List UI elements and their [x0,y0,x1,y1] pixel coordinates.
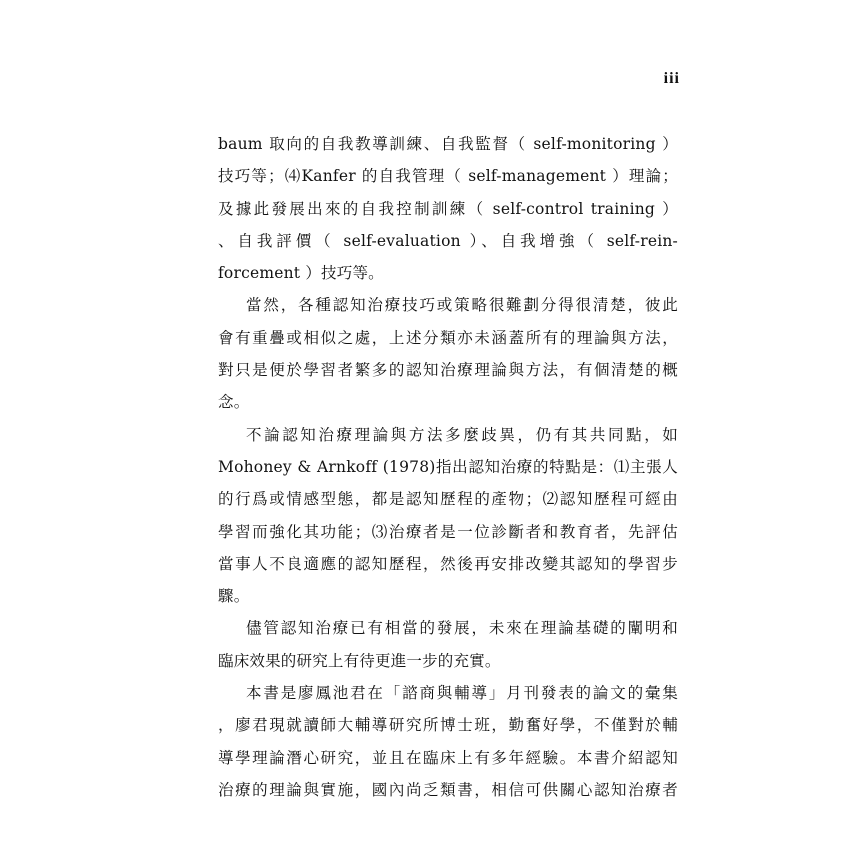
text-line: 及據此發展出來的自我控制訓練（ self-control training ） [218,199,678,218]
paragraph-first-line: 當然，各種認知治療技巧或策略很難劃分得很清楚，彼此 [246,296,678,315]
text-line: 驟。 [218,587,250,606]
text-line: 學習而強化其功能；⑶治療者是一位診斷者和教育者，先評估 [218,522,678,541]
text-line: 、自我評價（ self-evaluation ）、自我增強（ self-rein- [218,231,678,250]
text-line: 技巧等；⑷Kanfer 的自我管理（ self-management ）理論； [218,167,678,186]
text-line: 對只是便於學習者繁多的認知治療理論與方法，有個清楚的概 [218,361,678,380]
page-number: iii [663,70,680,87]
text-line: 會有重疊或相似之處，上述分類亦未涵蓋所有的理論與方法， [218,328,678,347]
text-line: 導學理論潛心研究，並且在臨床上有多年經驗。本書介紹認知 [218,748,678,767]
text-line: 的行爲或情感型態，都是認知歷程的產物；⑵認知歷程可經由 [218,490,678,509]
text-line: 臨床效果的研究上有待更進一步的充實。 [218,651,501,670]
text-line: forcement ）技巧等。 [218,264,384,283]
body-text [218,128,678,806]
text-line: 念。 [218,393,250,412]
paragraph-first-line: 儘管認知治療已有相當的發展，未來在理論基礎的闡明和 [246,619,678,638]
text-line: 當事人不良適應的認知歷程，然後再安排改變其認知的學習步 [218,554,678,573]
paragraph-first-line: 不論認知治療理論與方法多麼歧異，仍有其共同點，如 [246,425,678,444]
text-line: Mohoney & Arnkoff (1978)指出認知治療的特點是：⑴主張人 [218,457,678,476]
text-line: baum 取向的自我教導訓練、自我監督（ self-monitoring ） [218,135,678,153]
paragraph-first-line: 本書是廖鳳池君在「諮商與輔導」月刊發表的論文的彙集 [246,684,678,703]
text-line: 治療的理論與實施，國內尚乏類書，相信可供關心認知治療者 [218,780,678,799]
text-line: ，廖君現就讀師大輔導研究所博士班，勤奮好學，不僅對於輔 [218,716,678,735]
